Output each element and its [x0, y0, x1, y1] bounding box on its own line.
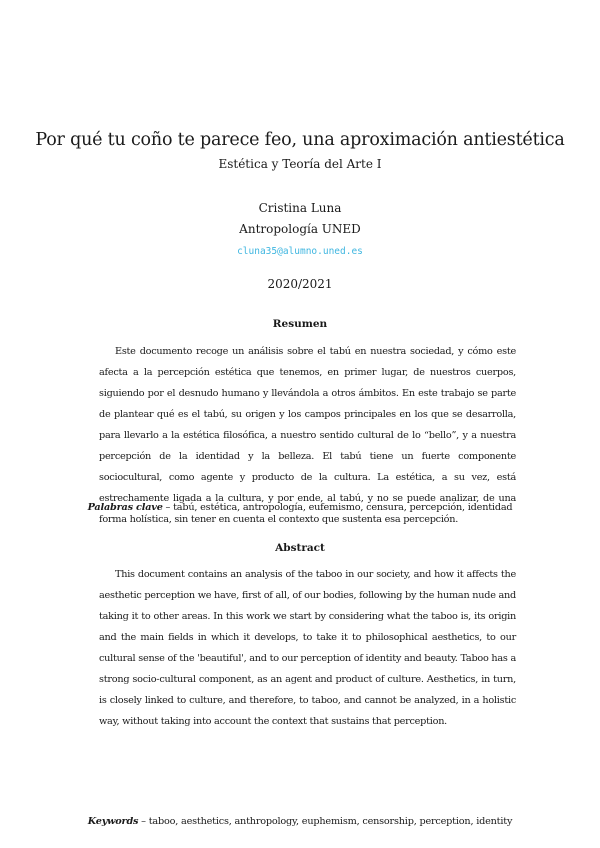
resumen-keywords — [0, 502, 600, 513]
resumen-keywords-label: Palabras clave — [87, 502, 163, 513]
abstract-heading: Abstract — [275, 542, 325, 554]
abstract-text: This document contains an analysis of the taboo in our society, and how it affects the aesthetic perception we have, first of all, of our bodies, following by the human nude and taking it to other areas. In this work we start by considering what the taboo is, its origin and the main fields in which it develops, to take it to philosophical aesthetics, to our cultural sense of the 'beautiful', and to our perception of identity and beauty. Taboo has a strong socio-cultural component, as an agent and product of culture. Aesthetics, in turn, is closely linked to culture, and therefore, to taboo, and cannot be analyzed, in a holistic way, without taking into account the context that sustains that perception. — [99, 569, 516, 727]
resumen-text: Este documento recoge un análisis sobre el tabú en nuestra sociedad, y cómo este afecta a la percepción estética que tenemos, en primer lugar, de nuestros cuerpos, siguiendo por el desnudo humano y llevándola a otros ámbitos. En este trabajo se parte de plantear qué es el tabú, su origen y los campos principales en los que se desarrolla, para llevarlo a la estética filosófica, a nuestro sentido cultural de lo “bello”, y a nuestra percepción de la identidad y la belleza. El tabú tiene un fuerte componente sociocultural, como agente y producto de la cultura. La estética, a su vez, está estrechamente ligada a la cultura, y por ende, al tabú, y no se puede analizar, de una forma holística, sin tener en cuenta el contexto que sustenta esa percepción. — [99, 346, 516, 525]
resumen-heading: Resumen — [272, 318, 328, 330]
author-email-link[interactable]: cluna35@alumno.uned.es — [237, 246, 363, 257]
paper-subtitle: Estética y Teoría del Arte I — [218, 157, 382, 171]
abstract-keywords-list: – taboo, aesthetics, anthropology, euphemism, censorship, perception, identity — [138, 816, 513, 827]
abstract-keywords — [0, 816, 600, 827]
abstract-keywords-label: Keywords — [87, 816, 139, 827]
author-affiliation: Antropología UNED — [239, 222, 361, 236]
resumen-keywords-list: – tabú, estética, antropología, eufemismo, censura, percepción, identidad — [162, 502, 513, 513]
paper-title: Por qué tu coño te parece feo, una aproximación antiestética — [35, 130, 565, 150]
paper-year: 2020/2021 — [267, 277, 333, 291]
author-name: Cristina Luna — [258, 201, 342, 215]
